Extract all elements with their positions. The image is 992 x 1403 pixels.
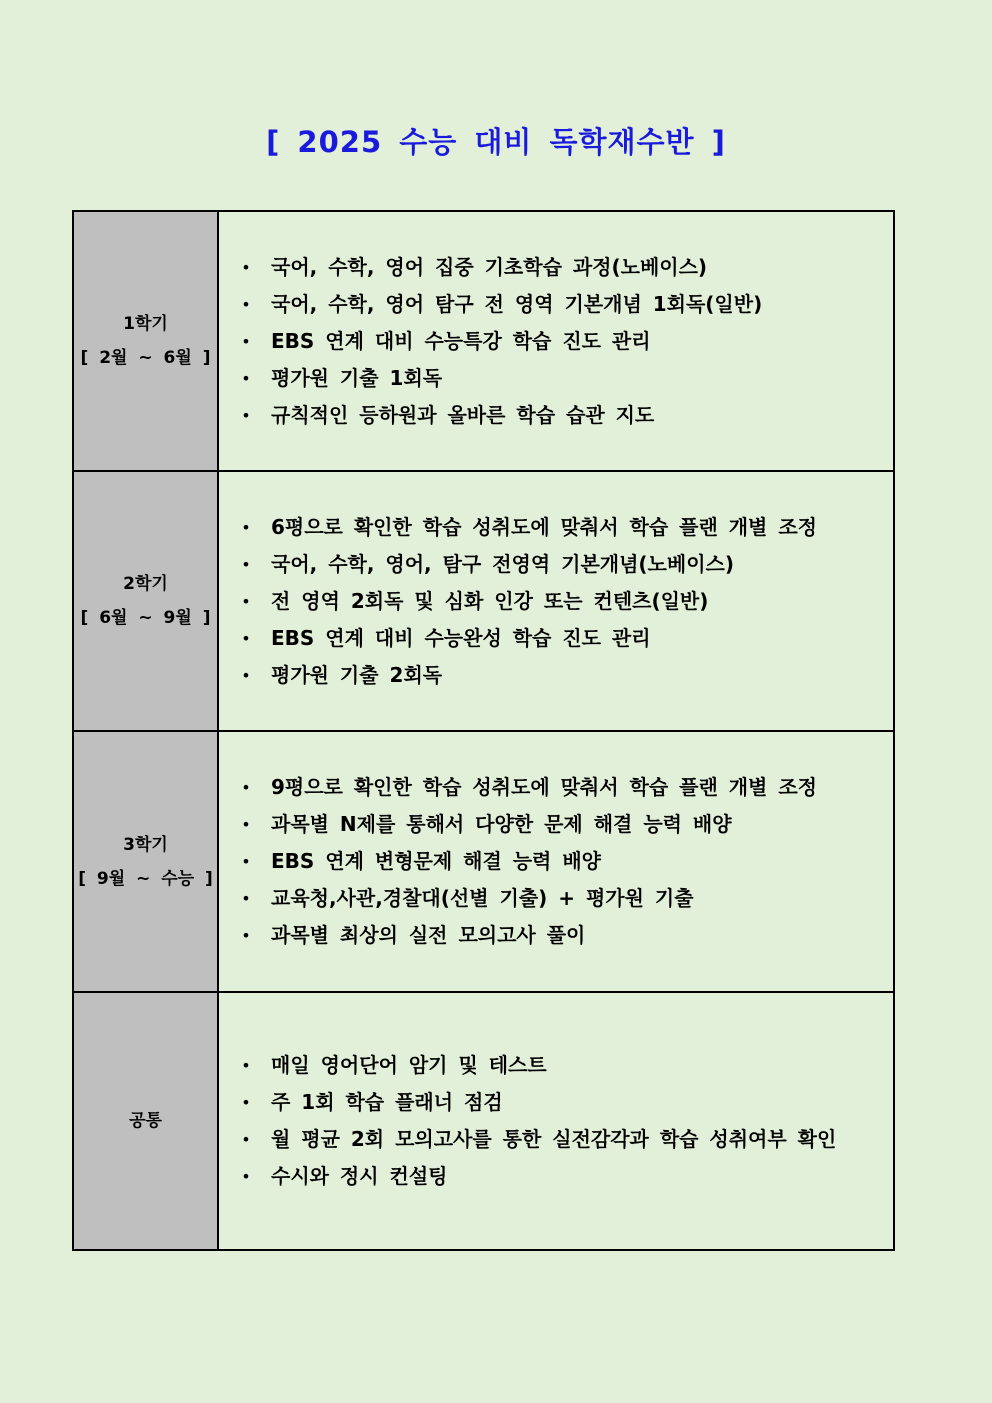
bullet-icon: • (241, 331, 251, 351)
list-item (237, 397, 893, 434)
term-content-cell (218, 211, 894, 471)
item-text: 국어, 수학, 영어, 탐구 전영역 기본개념(노베이스) (271, 551, 734, 576)
list-item (237, 620, 893, 657)
list-item (237, 323, 893, 360)
list-item (237, 509, 893, 546)
item-list (219, 509, 893, 694)
term-label-cell (73, 471, 218, 731)
bullet-icon: • (241, 405, 251, 425)
list-item (237, 546, 893, 583)
term-label-cell (73, 731, 218, 992)
bullet-icon: • (241, 294, 251, 314)
bullet-icon: • (241, 1167, 251, 1186)
list-item (237, 249, 893, 286)
bullet-icon: • (241, 1130, 251, 1149)
item-text: 9평으로 확인한 학습 성취도에 맞춰서 학습 플랜 개별 조정 (271, 775, 817, 799)
item-text: EBS 연계 대비 수능특강 학습 진도 관리 (271, 328, 651, 353)
item-text: 월 평균 2회 모의고사를 통한 실전감각과 학습 성취여부 확인 (271, 1127, 837, 1151)
list-item (237, 843, 893, 880)
table-row-term-1 (73, 211, 894, 471)
bullet-icon: • (241, 1056, 251, 1075)
item-text: 과목별 최상의 실전 모의고사 풀이 (271, 923, 586, 947)
list-item (237, 806, 893, 843)
bullet-icon: • (241, 1093, 251, 1112)
bullet-icon: • (241, 517, 251, 537)
list-item (237, 1158, 893, 1195)
item-text: 교육청,사관,경찰대(선별 기출) + 평가원 기출 (271, 886, 694, 910)
item-list (219, 249, 893, 434)
item-text: 매일 영어단어 암기 및 테스트 (271, 1053, 547, 1077)
item-list (219, 1047, 893, 1195)
list-item (237, 1121, 893, 1158)
page-title: [ 2025 수능 대비 독학재수반 ] (266, 125, 726, 159)
bullet-icon: • (241, 815, 251, 834)
list-item (237, 880, 893, 917)
item-text: 전 영역 2회독 및 심화 인강 또는 컨텐츠(일반) (271, 588, 709, 613)
list-item (237, 917, 893, 954)
list-item (237, 657, 893, 694)
term-name: 3학기 (123, 834, 168, 855)
table-row-common (73, 992, 894, 1250)
bullet-icon: • (241, 778, 251, 797)
item-text: 수시와 정시 컨설팅 (271, 1164, 448, 1188)
term-period: [ 9월 ~ 수능 ] (78, 868, 213, 889)
list-item (237, 769, 893, 806)
term-content-cell (218, 992, 894, 1250)
table-row-term-3 (73, 731, 894, 992)
term-label-cell (73, 992, 218, 1250)
bullet-icon: • (241, 926, 251, 945)
term-name: 1학기 (123, 314, 168, 334)
term-content-cell (218, 731, 894, 992)
list-item (237, 1084, 893, 1121)
term-period: [ 2월 ~ 6월 ] (80, 348, 211, 368)
bullet-icon: • (241, 368, 251, 388)
list-item (237, 1047, 893, 1084)
bullet-icon: • (241, 257, 251, 277)
term-name: 2학기 (123, 574, 168, 594)
item-text: 주 1회 학습 플래너 점검 (271, 1090, 503, 1114)
term-content-cell (218, 471, 894, 731)
bullet-icon: • (241, 591, 251, 611)
list-item (237, 583, 893, 620)
term-label-cell (73, 211, 218, 471)
item-text: 평가원 기출 2회독 (271, 662, 443, 687)
bullet-icon: • (241, 665, 251, 685)
term-name: 공통 (129, 1111, 162, 1131)
item-text: EBS 연계 대비 수능완성 학습 진도 관리 (271, 625, 651, 650)
item-text: 평가원 기출 1회독 (271, 365, 443, 390)
item-text: 국어, 수학, 영어 탐구 전 영역 기본개념 1회독(일반) (271, 291, 763, 316)
list-item (237, 360, 893, 397)
list-item (237, 286, 893, 323)
term-period: [ 6월 ~ 9월 ] (80, 608, 211, 628)
item-text: 국어, 수학, 영어 집중 기초학습 과정(노베이스) (271, 254, 708, 279)
item-text: EBS 연계 변형문제 해결 능력 배양 (271, 849, 601, 873)
item-text: 6평으로 확인한 학습 성취도에 맞춰서 학습 플랜 개별 조정 (271, 514, 817, 539)
bullet-icon: • (241, 852, 251, 871)
bullet-icon: • (241, 889, 251, 908)
curriculum-table (72, 210, 895, 1251)
item-text: 규칙적인 등하원과 올바른 학습 습관 지도 (271, 402, 655, 427)
bullet-icon: • (241, 554, 251, 574)
bullet-icon: • (241, 628, 251, 648)
table-row-term-2 (73, 471, 894, 731)
item-text: 과목별 N제를 통해서 다양한 문제 해결 능력 배양 (271, 812, 732, 836)
item-list (219, 769, 893, 954)
